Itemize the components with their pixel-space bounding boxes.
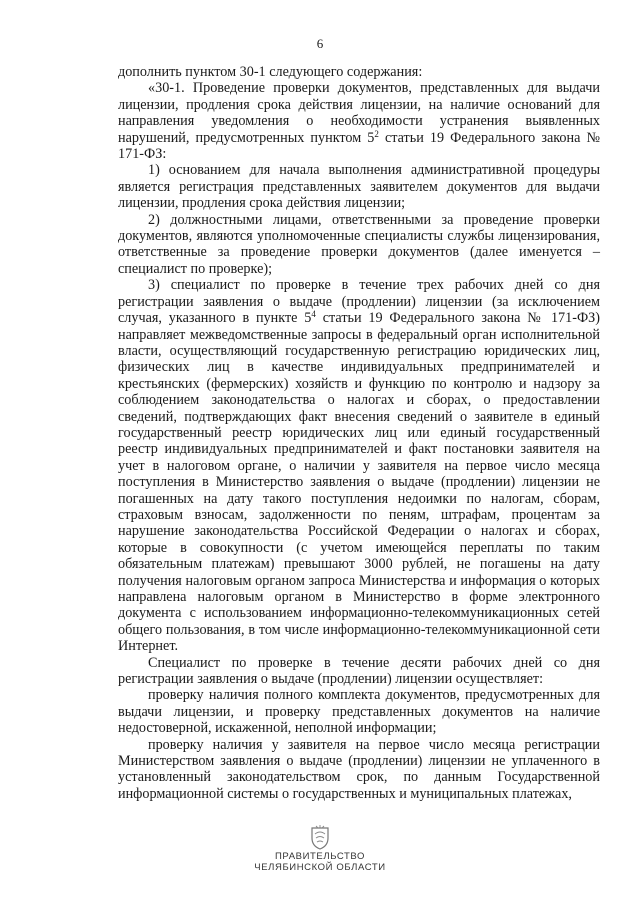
page-number: 6 <box>316 36 324 51</box>
list-item-3-tail: статьи 19 Федерального закона № 171-ФЗ) направляет межведомственные запросы в федеральный орган исполнительной власти, осуществляющий государственную регистрацию юридических лиц, физических лиц в качестве индивидуальных предпринимателей и крестьянских (фермерских) хозяйств и функцию по контролю и надзору за соблюдением законодательства о налогах и сборах, о предоставлении сведений, подтверждающих факт внесения сведений о заявителе в единый государственный реестр юридических лиц или единый государственный реестр индивидуальных предпринимателей и факт постановки заявителя на учет в налоговом органе, о наличии у заявителя на первое число месяца поступления в Министерство заявления о выдаче (продлении) лицензии не погашенных на дату такого поступления недоимки по налогам, сборам, страховым взносам, задолженности по пеням, штрафам, процентам за нарушение законодательства Российской Федерации о налогах и сборах, которые в совокупности (с учетом имеющейся переплаты по таким обязательным платежам) превышают 3000 рублей, не погашены на дату получения налоговым органом запроса Министерства и информация о которых направлена налоговым органом в Министерство в форме электронного документа с использованием информационно-телекоммуникационных сетей общего пользования, в том числе информационно-телекоммуникационной сети Интернет. <box>118 310 600 655</box>
list-item-3-text: 3) специалист по проверке в течение трех рабочих дней со дня регистрации заявления о выдаче (продлении) лицензии (за исключением случая, указанного в пункте 5 <box>118 277 600 327</box>
paragraph-30-1-tail: статьи 19 Федерального закона № 171-ФЗ: <box>118 129 600 163</box>
document-body <box>118 64 600 802</box>
paragraph-check-2: проверку наличия у заявителя на первое число месяца регистрации Министерством заявления о выдаче (продлении) лицензии не уплаченного в установленный законодательством срок, по данным Государственной информационной системы о государственных и муниципальных платежах, <box>118 736 600 802</box>
superscript-4: 4 <box>311 309 316 320</box>
list-item-2: 2) должностными лицами, ответственными за проведение проверки документов, являются уполномоченные специалисты службы лицензирования, ответственные за проведение проверки документов (далее именуется – специалист по проверке); <box>118 211 600 277</box>
paragraph-specialist: Специалист по проверке в течение десяти рабочих дней со дня регистрации заявления о выдаче (продлении) лицензии осуществляет: <box>118 654 600 688</box>
list-item-1: 1) основанием для начала выполнения административной процедуры является регистрация представленных заявителем документов для выдачи лицензии, продления срока действия лицензии; <box>118 162 600 212</box>
list-item-3 <box>118 277 600 654</box>
paragraph-intro: дополнить пунктом 30-1 следующего содержания: <box>118 64 423 80</box>
paragraph-30-1-text: «30-1. Проведение проверки документов, представленных для выдачи лицензии, продления срока действия лицензии, на наличие оснований для направления уведомления о необходимости устранения выявленных нарушений, предусмотренных пунктом 5 <box>118 80 600 146</box>
superscript-2: 2 <box>374 128 379 139</box>
footer-stamp <box>0 825 640 873</box>
coat-of-arms-icon <box>309 825 331 851</box>
paragraph-30-1 <box>118 80 600 162</box>
footer-org-line-2: ЧЕЛЯБИНСКОЙ ОБЛАСТИ <box>254 862 386 873</box>
paragraph-check-1: проверку наличия полного комплекта документов, предусмотренных для выдачи лицензии, и проверку представленных документов на наличие недостоверной, искаженной, неполной информации; <box>118 687 600 737</box>
footer-org-line-1: ПРАВИТЕЛЬСТВО <box>275 851 365 862</box>
